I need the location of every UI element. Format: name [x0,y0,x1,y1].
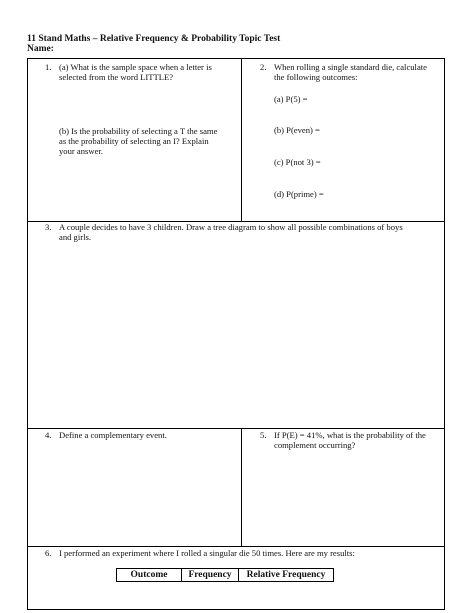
q4-line1: Define a complementary event. [59,430,167,440]
q1-part-a-line1: (a) What is the sample space when a letter is [59,62,212,72]
q2-item-b: (b) P(even) = [274,125,320,135]
q1-part-b-line3: your answer. [59,146,103,156]
q2-item-a: (a) P(5) = [274,94,308,104]
q5-line1: If P(E) = 41%, what is the probability of the [274,430,426,440]
results-table [116,568,334,582]
header-outcome: Outcome [117,569,182,582]
column-divider-middle [241,428,242,546]
q3-line2: and girls. [59,232,91,242]
q2-item-d: (d) P(prime) = [274,189,324,199]
q1-part-b-line2: as the probability of selecting an I? Explain [59,136,209,146]
table-header-row [117,569,334,582]
header-relative-frequency: Relative Frequency [239,569,334,582]
q3-number: 3. [45,222,52,232]
row-divider-3 [28,546,444,547]
q1-part-a-line2: selected from the word LITTLE? [59,72,174,82]
row-divider-2 [28,428,444,429]
page-title: 11 Stand Maths – Relative Frequency & Probability Topic Test [27,34,281,44]
q1-number: 1. [45,62,52,72]
q3-line1: A couple decides to have 3 children. Draw a tree diagram to show all possible combinations of boys [59,222,403,232]
q6-number: 6. [45,548,52,558]
q5-line2: complement occurring? [274,440,356,450]
q1-part-b-line1: (b) Is the probability of selecting a T the same [59,126,218,136]
q5-number: 5. [260,430,267,440]
q4-number: 4. [45,430,52,440]
q2-line1: When rolling a single standard die, calculate [274,62,427,72]
q2-item-c: (c) P(not 3) = [274,157,321,167]
column-divider-top [241,59,242,221]
q6-line1: I performed an experiment where I rolled a singular die 50 times. Here are my results: [59,548,355,558]
header-frequency: Frequency [182,569,239,582]
name-label: Name: [27,44,54,54]
q2-number: 2. [260,62,267,72]
q2-line2: the following outcomes: [274,72,358,82]
